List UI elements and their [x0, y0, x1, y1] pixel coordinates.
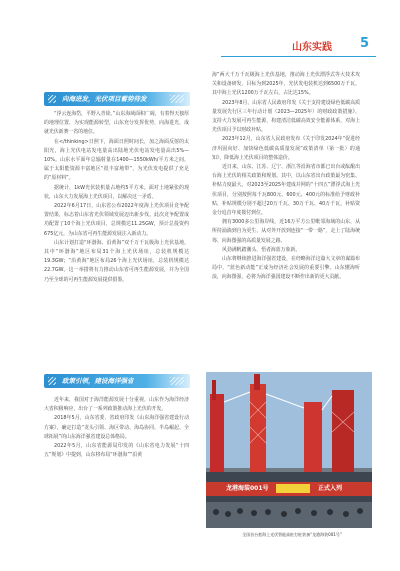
paragraph: 2023年12月，山东省人民政府发布《关于印发2024年“促进经济巩固向好、加快绿色低碳高质量发展”政策清单（第一批）的通知》，降低海上光伏项目的整体造价。: [212, 136, 360, 161]
ship-illustration: [206, 372, 372, 528]
paragraph: 拥有3000多公里海岸线，近16万平方公里毗邻海域的山东，从所持涌淌到自为更生，从对外开放到连接“一带一路”，走上了陆海统筹、向海图强的高质量发展之路。: [212, 219, 360, 244]
photo-caption: 全国首台套海上光伏智能高桩打桩装备“龙港海装001号”: [242, 532, 342, 537]
paragraph: 据统计，1kW光伏装机量占地约5平方米。面对土地紧张的现状，山东大力发展海上光伏项目，以解决这一矛盾。: [44, 184, 189, 200]
left-column-text: [44, 110, 189, 285]
paragraph: 近年来，我国对于海洋能源发展十分重视，山东作为海洋经济大省积极响应，出台了一系列政策推动海上光伏的开发。: [44, 397, 189, 413]
banner-stripe-decoration: [48, 377, 56, 385]
banner-2-title: 政策引领，建设海洋强省: [62, 377, 134, 385]
ship-entry-label: 正式入列: [318, 485, 343, 492]
paragraph: 2018年5月，山东省委、省政府印发《山东海洋强省建设行动方案》，确定打造“龙头引领、海区带动、海岛协同、半岛崛起、全球拓展”的山东海洋强省建设总体格局。: [44, 415, 189, 440]
paragraph: “浮云连海岱，平野入青徐。”山东海域面积广阔，有着得天独厚的地理位置，为实现能源转型，山东充分发挥优势，向海进光，成就光伏新赛一省的地位。: [44, 111, 189, 136]
right-column-text: [212, 71, 360, 283]
header-rule: [221, 56, 376, 57]
ship-name-label: 龙港海装001号: [226, 485, 269, 492]
paragraph: 近日来，山东、江苏、辽宁、浙江等沿海省市都已出台或酝酿出台海上光伏的相关政策和规划。其中，以山东省出台政策最为密集、补贴力度最大，对2023至2025年建成并网的“十四五”漂浮式海上光伏项目，分别按照每千瓦800元、600元、400元的标准给予财政补贴，补贴规模分别不超过20万千瓦、30万千瓦、40万千瓦，补贴资金分追首年度拨付到位。: [212, 164, 360, 217]
pile-driving-ship-photo: [206, 372, 372, 528]
section-banner-1: [44, 92, 190, 106]
paragraph: 山东将继续推进海洋强省建设，在经略海洋这篇大文章的谋篇布局中，“蓝色新动能”正成为经济社会发展的重要引擎。山东懂海听浪，向海图强，必将为海洋强国建设不断作出新的更大贡献。: [212, 256, 360, 281]
paragraph: 海”两大千万千瓦级海上光伏基地，推动海上光伏漂浮式等大技术攻关和设备研发，目标为到2025年，光伏发电装机达到6500万千瓦，其中海上光伏1200万千瓦左右，占比达15%。: [212, 72, 360, 97]
paragraph: 风劲满帆踏潮头，悟者海蓝万象新。: [222, 246, 301, 253]
banner-stripe-decoration: [170, 377, 184, 385]
banner-stripe-decoration: [48, 95, 56, 103]
paragraph: 2022年6月17日，山东省公布2022年度海上光伏项目竞争配置结果，标志着山东省光伏领域发展迈出新步伐。此次竞争配置成功配置了10个海上光伏项目，总规模达11.25GW，预计总投资约675亿元，为山东省可再生能源发展注入新动力。: [44, 203, 189, 237]
paragraph: 2023年8月，山东省人民政府印发《关于支持建设绿色低碳高质量发展先行区三年行动计划（2023—2025年）的财政政策措施》，支持大力发展可再生能源，构建清洁低碳高效安全能源体系，对海上光伏项目予以财政补贴。: [212, 99, 360, 134]
section-banner-2: [44, 374, 190, 388]
paragraph: 山东计划打造“环渤海、沿黄海”双千万千瓦级海上光伏基地，其中“环渤海”地区布局31个海上光伏场址，总装机规模达19.3GW；“沿黄海”地区布局26个海上光伏场址，总装机规模达22.7GW。这一举措将有力推动山东省可再生能源发展，并为全国乃至全球的可再生能源发展提供借鉴。: [44, 239, 189, 283]
banner-1-title: 向海进发，光伏项目蓄势待发: [62, 95, 147, 103]
paragraph: 在</thinking>日照下，海面日照时间长，加之海面反射的太阳光，海上光伏电站发电量高出陆地光伏电站发电量高出5%—10%。山东水平面年总辐射量在1400—1550kWh/平方米之间，属于太阳能资源丰富地区“很丰富地带”，为光伏发电提供了充足的“原材料”。: [44, 138, 189, 182]
section-title: 山东实践: [292, 42, 332, 53]
left-column-text-2: [44, 396, 189, 460]
banner-stripe-decoration: [170, 95, 184, 103]
page-number: 5: [360, 36, 370, 51]
paragraph: 2022年5月，山东省能源局印发的《山东省电力发展“十四五”规划》中提到，山东将布局“环渤海”“沿黄: [44, 443, 189, 459]
